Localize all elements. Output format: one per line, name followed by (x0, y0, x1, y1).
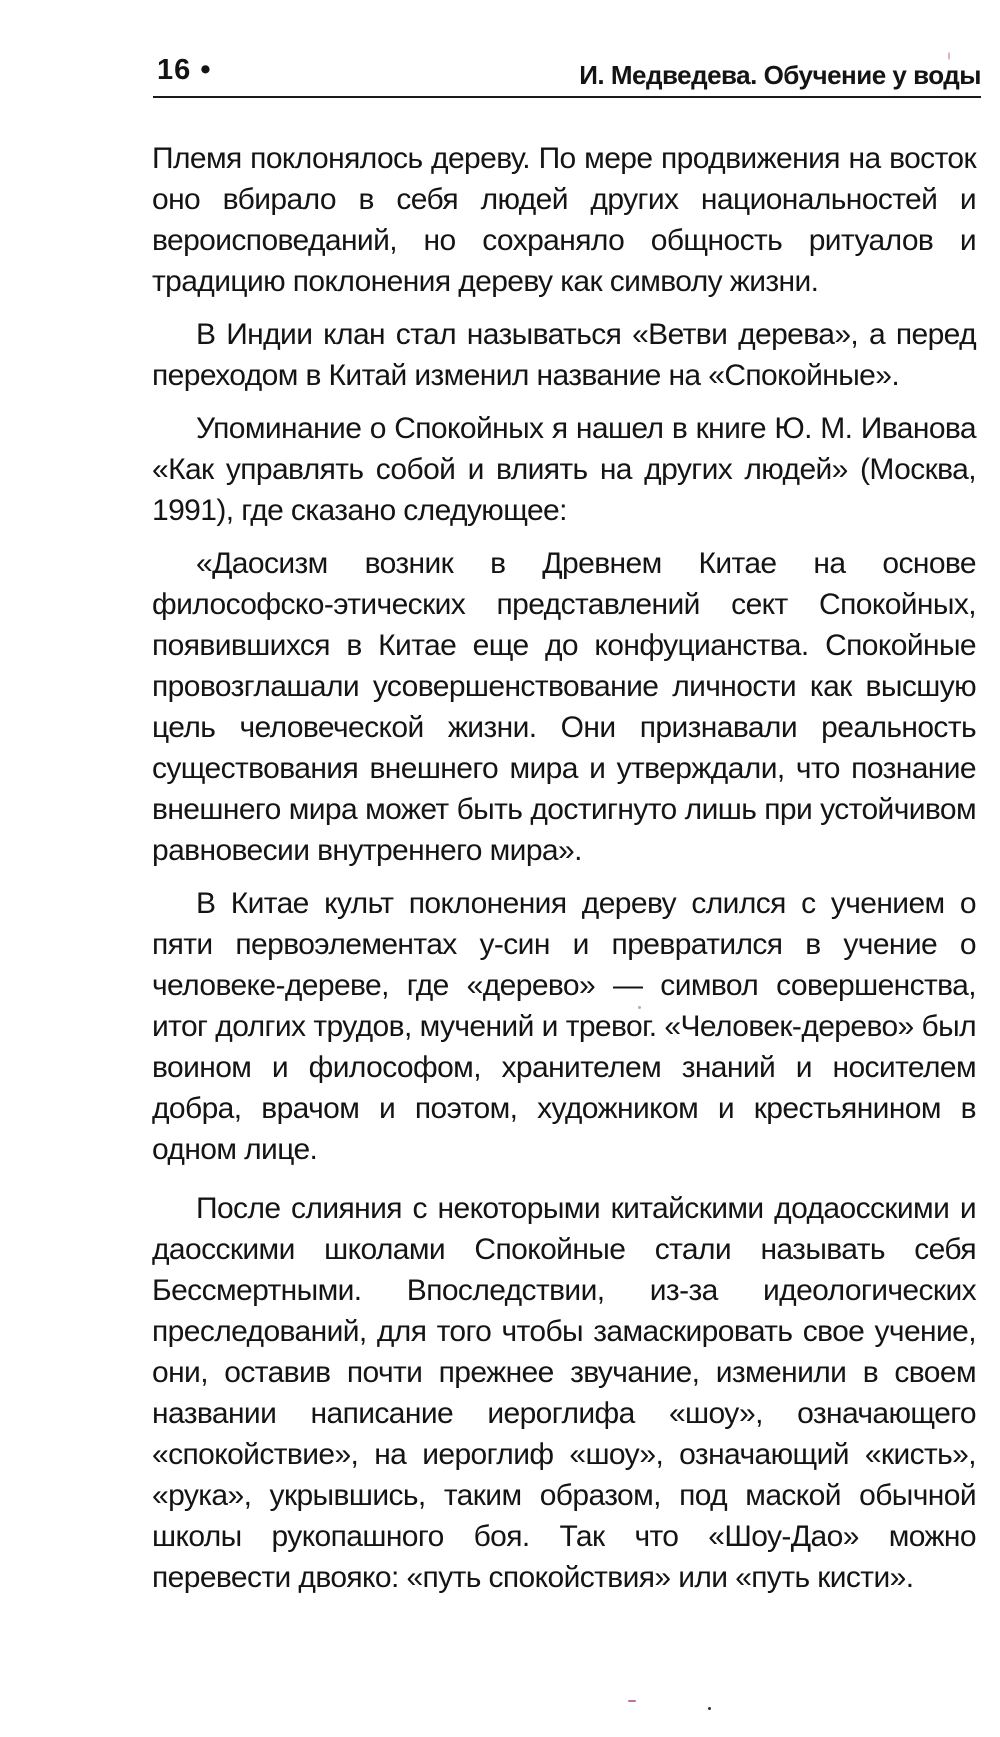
running-head: И. Медведева. Обучение у воды (579, 60, 981, 90)
paragraph-tribe: Племя поклонялось дереву. По мере продвижения на восток оно вбирало в себя людей других национальностей и вероисповеданий, но сохраняло общность ритуалов и традицию поклонения дереву как символу жизни. (152, 142, 976, 298)
text-body (152, 138, 976, 1598)
paragraph-mention: Упоминание о Спокойных я нашел в книге Ю. М. Иванова «Как управлять собой и влиять на других людей» (Москва, 1991), где сказано следующее: (152, 412, 976, 527)
scan-speck (708, 1707, 711, 1710)
page-number: 16 • (157, 54, 212, 86)
scan-speck (628, 1700, 636, 1702)
paragraph-immortals: После слияния с некоторыми китайскими додаосскими и даосскими школами Спокойные стали называть себя Бессмертными. Впоследствии, из-за идеологических преследований, для того чтобы замаскировать свое учение, они, оставив почти прежнее звучание, изменили в своем названии написание иероглифа «шоу», означающего «спокойствие», на иероглиф «шоу», означающий «кисть», «рука», укрывшись, таким образом, под маской обычной школы рукопашного боя. Так что «Шоу-Дао» можно перевести двояко: «путь спокойствия» или «путь кисти». (152, 1192, 976, 1594)
scan-speck (948, 52, 950, 60)
page-header (153, 52, 981, 98)
scan-speck (638, 1006, 641, 1009)
paragraph-quote: «Даосизм возник в Древнем Китае на основе философско-этических представлений сект Спокойных, появившихся в Китае еще до конфуцианства. Спокойные провозглашали усовершенствование личности как высшую цель человеческой жизни. Они признавали реальность существования внешнего мира и утверждали, что познание внешнего мира может быть достигнуто лишь при устойчивом равновесии внутреннего мира». (152, 547, 976, 867)
paragraph-china-cult: В Китае культ поклонения дереву слился с учением о пяти первоэлементах у-син и превратился в учение о человеке-дереве, где «дерево» — символ совершенства, итог долгих трудов, мучений и тревог. «Человек-дерево» был воином и философом, хранителем знаний и носителем добра, врачом и поэтом, художником и крестьянином в одном лице. (152, 887, 976, 1166)
paragraph-india-clan: В Индии клан стал называться «Ветви дерева», а перед переходом в Китай изменил название на «Спокойные». (152, 318, 976, 392)
